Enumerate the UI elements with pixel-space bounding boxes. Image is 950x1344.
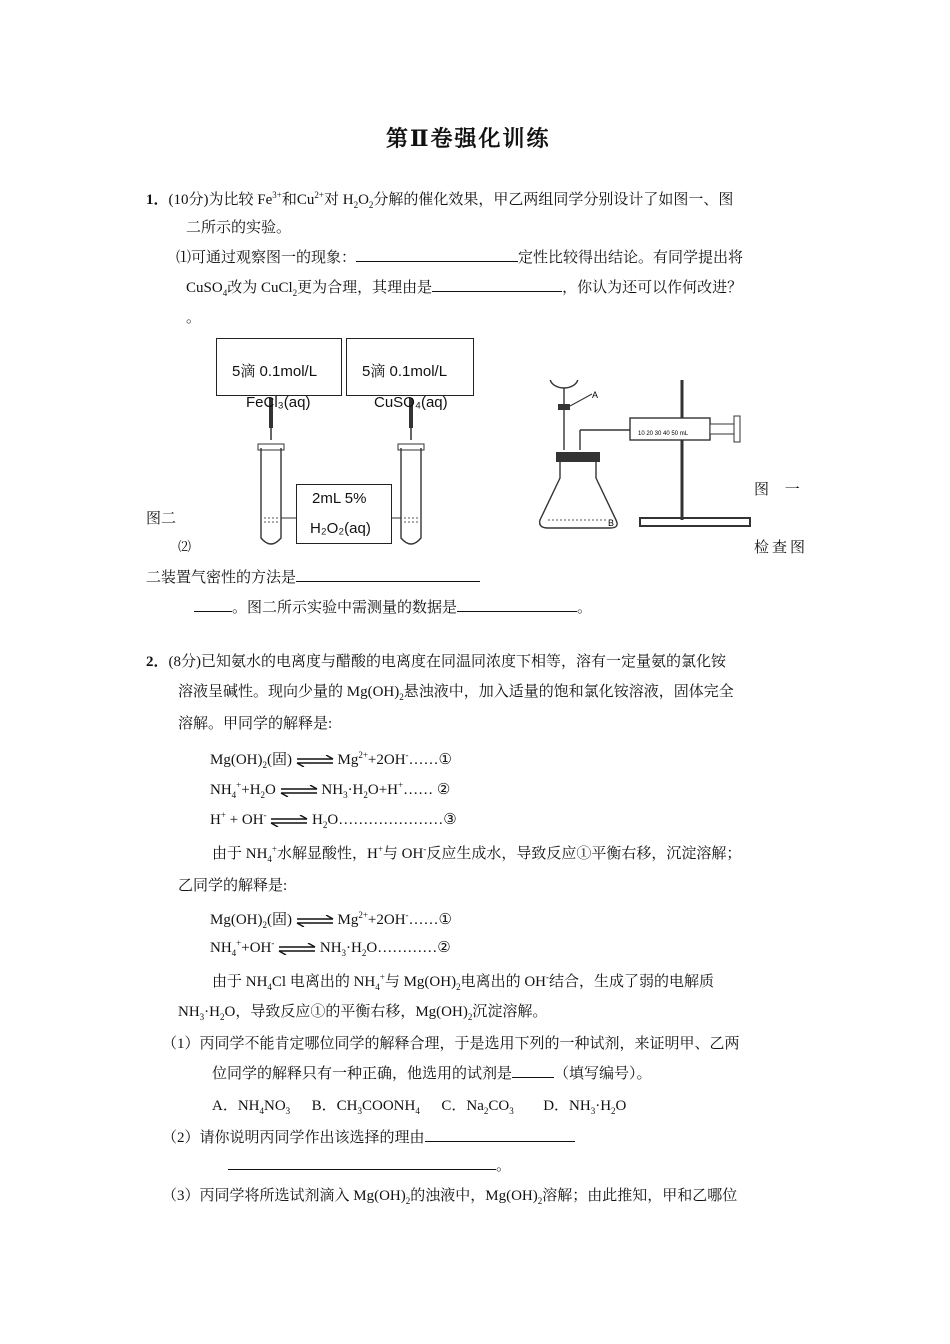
option-a: A．$NH_4NO_3$ — [212, 1098, 291, 1116]
equilibrium-arrow-icon — [278, 943, 316, 955]
reagent-box-fecl3-line1: 5滴 0.1mol/L — [232, 363, 318, 380]
answer-blank[interactable] — [356, 247, 518, 262]
figure-1-label: 图 一 — [754, 482, 806, 498]
equilibrium-arrow-icon — [280, 785, 318, 797]
jia-explanation: 由于 $NH_4^+$水解显酸性，H+与 OH-反应生成水，导致反应①平衡右移，沉淀溶解； — [212, 844, 742, 864]
answer-blank[interactable] — [194, 597, 232, 612]
yi-equation-2: $NH_4^++OH^-$ $NH_3\cdot H_2O\dots\dots\dots\dots ②$ — [210, 938, 451, 958]
reagent-box-cuso4-line2: CuSO₄(aq) — [374, 394, 448, 411]
answer-blank[interactable] — [457, 597, 577, 612]
question-1-stem: 1．(10分)为比较 $Fe^{3+}$和$Cu^{2+}$对 $H_2O_2$分解的催化效果，甲乙两组同学分别设计了如图一、图 — [146, 190, 734, 210]
reagent-box-fecl3-line2: FeCl₃(aq) — [246, 394, 311, 411]
subquestion-1: （1）丙同学不能肯定哪位同学的解释合理，于是选用下列的一种试剂，来证明甲、乙两 — [162, 1036, 740, 1052]
figure-2-label: 图二 — [146, 511, 177, 527]
answer-blank[interactable] — [228, 1155, 496, 1170]
subquestion-3: （3）丙同学将所选试剂滴入 $Mg(OH)_2$的浊液中，$Mg(OH)_2$溶解；由此推知，甲和乙哪位 — [162, 1188, 738, 1206]
question-1-stem-line2: 二所示的实验。 — [186, 220, 292, 236]
yi-intro: 乙同学的解释是: — [178, 878, 288, 894]
question-1-part1: ⑴可通过观察图一的现象： 定性比较得出结论。有同学提出将 — [176, 246, 743, 267]
page-title: 第Ⅱ卷强化训练 — [386, 126, 551, 151]
svg-text:10 20 30 40 50 mL: 10 20 30 40 50 mL — [638, 431, 689, 437]
question-1-part2-line2: 。图二所示实验中需测量的数据是 。 — [194, 596, 592, 617]
option-d: D．$NH_3\cdot H_2O$ — [543, 1098, 627, 1116]
question-1-part1-line3: 。 — [186, 310, 202, 326]
reagent-box-cuso4-line1: 5滴 0.1mol/L — [362, 363, 448, 380]
yi-explanation-line2: $NH_3\cdot H_2O$，导致反应①的平衡右移，$Mg(OH)_2$沉淀溶解。 — [178, 1004, 548, 1022]
option-b: B．$CH_3COONH_4$ — [311, 1098, 420, 1116]
jia-equation-3: H+ + OH- $H_2O\dots\dots\dots\dots\dots\dots\dots ③$ — [210, 810, 457, 830]
jia-equation-2: $NH_4^++H_2O$ $NH_3\cdot H_2O+H^+\dots\dots$ ② — [210, 780, 451, 800]
svg-text:A: A — [592, 390, 599, 400]
equilibrium-arrow-icon — [296, 755, 334, 767]
test-tube-left-icon — [258, 398, 284, 544]
question-1-part1-line2: CuSO$_4$改为 CuCl$_2$更为合理，其理由是 ，你认为还可以作何改进？ — [186, 276, 742, 298]
reagent-box-h2o2-line2: H₂O₂(aq) — [310, 520, 371, 537]
question-1-part2-line1: 二装置气密性的方法是 — [146, 566, 480, 587]
yi-explanation: 由于 $NH_4Cl$ 电离出的 $NH_4^+$与 $Mg(OH)_2$电离出的 OH-结合，生成了弱的电解质 — [212, 972, 715, 992]
yi-equation-1: $Mg(OH)_2$(固) $Mg^{2+}+2OH^-\dots\dots ①$ — [210, 910, 452, 930]
svg-text:B: B — [608, 518, 615, 528]
question-2-stem-line3: 溶解。甲同学的解释是: — [178, 716, 333, 732]
options-row — [212, 1094, 626, 1116]
question-1-part2-label: ⑵ — [178, 539, 192, 554]
equilibrium-arrow-icon — [296, 915, 334, 927]
subquestion-1-line2: 位同学的解释只有一种正确，他选用的试剂是 （填写编号）。 — [212, 1062, 652, 1083]
option-c: C．$Na_2CO_3$ — [441, 1098, 514, 1116]
answer-blank[interactable] — [425, 1127, 575, 1142]
question-2-stem-line2: 溶液呈碱性。现向少量的 $Mg(OH)_2$悬浊液中，加入适量的饱和氯化铵溶液，固体完全 — [178, 684, 734, 702]
question-1-part2-text-start: 检查图 — [754, 540, 809, 556]
equilibrium-arrow-icon — [270, 815, 308, 827]
subquestion-2-line2: 。 — [228, 1154, 511, 1175]
gas-collection-apparatus-icon — [540, 380, 750, 528]
answer-blank[interactable] — [296, 567, 480, 582]
subquestion-2: （2）请你说明丙同学作出该选择的理由 — [162, 1126, 575, 1147]
answer-blank[interactable] — [432, 277, 562, 292]
answer-blank[interactable] — [512, 1063, 554, 1078]
test-tube-right-icon — [398, 398, 424, 544]
question-2-stem: 2．(8分)已知氨水的电离度与醋酸的电离度在同温同浓度下相等，溶有一定量氨的氯化铵 — [146, 654, 727, 670]
jia-equation-1: $Mg(OH)_2$(固) $Mg^{2+}+2OH^-\dots\dots ①$ — [210, 750, 452, 770]
reagent-box-h2o2-line1: 2mL 5% — [312, 490, 367, 507]
figure-apparatus — [140, 380, 840, 550]
